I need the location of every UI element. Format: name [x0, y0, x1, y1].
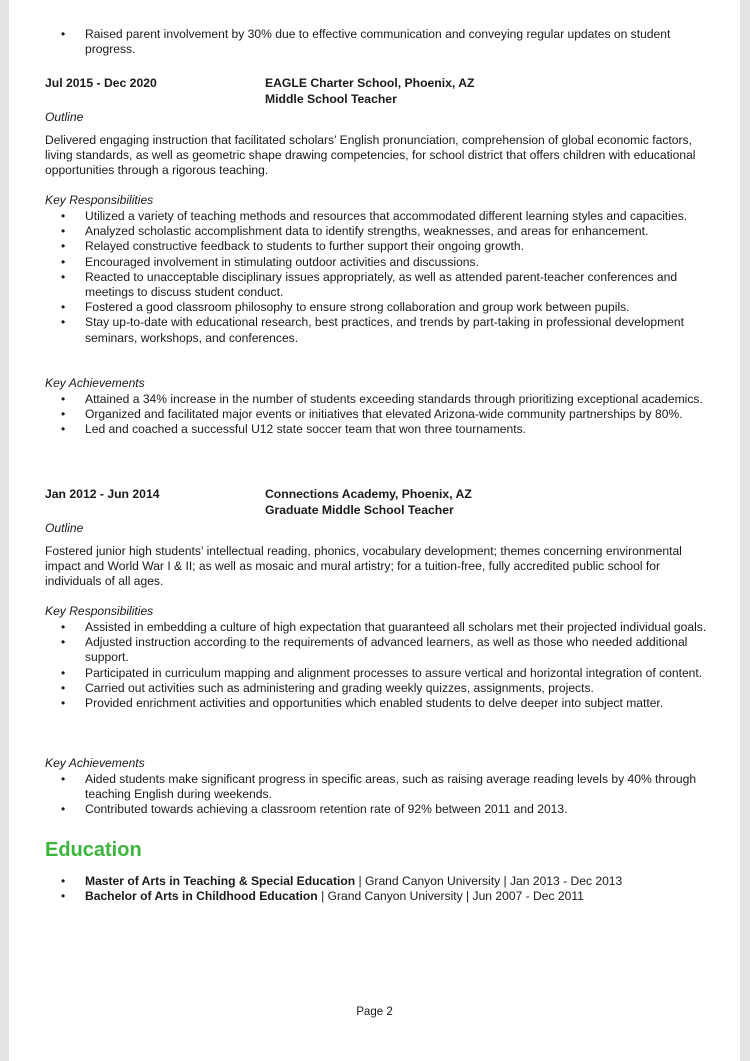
list-item: • Utilized a variety of teaching methods and resources that accommodated different learning styles and capacities.	[45, 209, 713, 224]
degree-name: Bachelor of Arts in Childhood Education	[85, 889, 318, 904]
list-item: • Adjusted instruction according to the requirements of advanced learners, as well as those who needed additional support.	[45, 635, 713, 665]
education-list	[45, 874, 713, 904]
list-item: • Reacted to unacceptable disciplinary issues appropriately, as well as attended parent-teacher conferences and meetings to discuss student conduct.	[45, 270, 713, 300]
education-heading: Education	[45, 839, 142, 861]
outline-label: Outline	[45, 110, 84, 124]
resume-page	[9, 0, 740, 1061]
list-item: • Analyzed scholastic accomplishment data to identify strengths, weaknesses, and areas for enhancement.	[45, 224, 713, 239]
job-outline: Delivered engaging instruction that facilitated scholars’ English pronunciation, comprehension of global economic factors, living standards, as well as geometric shape drawing competencies, for school district that offers children with educational opportunities through a rigorous teaching.	[45, 133, 696, 178]
list-item: • Raised parent involvement by 30% due to effective communication and conveying regular updates on student progress.	[45, 27, 713, 57]
achievements-list	[45, 772, 713, 818]
education-item	[45, 889, 713, 904]
job-header	[45, 487, 713, 518]
list-item: • Participated in curriculum mapping and alignment processes to assure vertical and horizontal integration of content.	[45, 666, 713, 681]
education-item	[45, 874, 713, 889]
job-2	[45, 487, 713, 518]
job-outline: Fostered junior high students’ intellectual reading, phonics, vocabulary development; themes concerning environmental impact and World War I & II; as well as mosaic and mural artistry; for a tuition-free, fully accredited public school for individuals of all ages.	[45, 544, 682, 589]
list-item: • Fostered a good classroom philosophy to ensure strong collaboration and group work between pupils.	[45, 300, 713, 315]
responsibilities-list	[45, 209, 713, 346]
list-item: • Carried out activities such as administering and grading weekly quizzes, assignments, projects.	[45, 681, 713, 696]
job-organization: Connections Academy, Phoenix, AZ	[265, 487, 472, 501]
job-role: Graduate Middle School Teacher	[265, 502, 454, 517]
achievements-label: Key Achievements	[45, 376, 145, 390]
degree-details: | Grand Canyon University | Jun 2007 - Dec 2011	[317, 889, 584, 904]
job-dates: Jan 2012 - Jun 2014	[45, 487, 160, 501]
achievements-list	[45, 392, 713, 438]
list-item: • Led and coached a successful U12 state soccer team that won three tournaments.	[45, 422, 713, 437]
list-item: • Organized and facilitated major events or initiatives that elevated Arizona-wide community partnerships by 80%.	[45, 407, 713, 422]
page-number: Page 2	[356, 1006, 393, 1018]
responsibilities-list	[45, 620, 713, 711]
list-item: • Provided enrichment activities and opportunities which enabled students to delve deeper into subject matter.	[45, 696, 713, 711]
job-header	[45, 76, 713, 107]
list-item: • Attained a 34% increase in the number of students exceeding standards through prioritizing exceptional academics.	[45, 392, 713, 407]
job-org-block	[265, 487, 713, 518]
job-org-block	[265, 76, 713, 107]
job-dates: Jul 2015 - Dec 2020	[45, 76, 157, 90]
degree-name: Master of Arts in Teaching & Special Education	[85, 874, 356, 888]
list-item: • Aided students make significant progress in specific areas, such as raising average reading levels by 40% through teaching English during weekends.	[45, 772, 713, 802]
responsibilities-label: Key Responsibilities	[45, 604, 154, 618]
job-1	[45, 76, 713, 107]
achievements-label: Key Achievements	[45, 756, 145, 770]
list-item: • Assisted in embedding a culture of high expectation that guaranteed all scholars met their projected individual goals.	[45, 620, 713, 635]
job-role: Middle School Teacher	[265, 91, 397, 106]
list-item: • Relayed constructive feedback to students to further support their ongoing growth.	[45, 239, 713, 254]
list-item: • Encouraged involvement in stimulating outdoor activities and discussions.	[45, 255, 713, 270]
degree-details: | Grand Canyon University | Jan 2013 - Dec 2013	[355, 874, 623, 888]
list-item: • Stay up-to-date with educational research, best practices, and trends by part-taking in professional development seminars, workshops, and conferences.	[45, 315, 713, 345]
job-organization: EAGLE Charter School, Phoenix, AZ	[265, 76, 475, 90]
responsibilities-label: Key Responsibilities	[45, 193, 154, 207]
list-item: • Contributed towards achieving a classroom retention rate of 92% between 2011 and 2013.	[45, 802, 713, 817]
outline-label: Outline	[45, 521, 84, 535]
prev-achievements-list	[45, 27, 713, 57]
